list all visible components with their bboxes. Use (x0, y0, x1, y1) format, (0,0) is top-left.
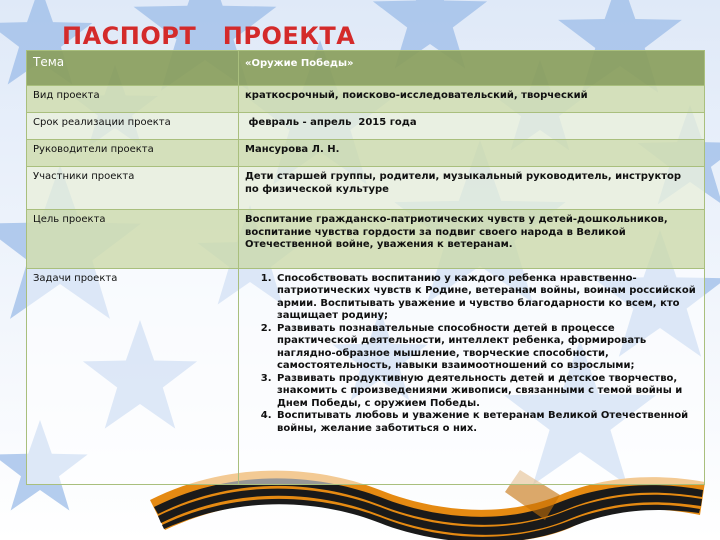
row-label-tasks: Задачи проекта (27, 268, 239, 484)
row-value-leaders: Мансурова Л. Н. (239, 140, 705, 167)
row-value-period: февраль - апрель 2015 года (239, 113, 705, 140)
row-label-leaders: Руководители проекта (27, 140, 239, 167)
project-passport-table (26, 50, 705, 485)
row-label-theme: Тема (27, 51, 239, 86)
list-item: 1. Способствовать воспитанию у каждого ребенка нравственно-патриотических чувств к Родине, ветеранам войны, воинам российской армии. Воспитывать уважение и чувство благодарности ко всем, кто защищает родину; (275, 273, 698, 323)
table-row (27, 113, 705, 140)
row-label-period: Срок реализации проекта (27, 113, 239, 140)
row-label-type: Вид проекта (27, 86, 239, 113)
row-value-goal: Воспитание гражданско-патриотических чувств у детей-дошкольников, воспитание чувства гордости за подвиг своего народа в Великой Отечественной войне, уважения к ветеранам. (239, 210, 705, 269)
table-row (27, 140, 705, 167)
list-item: 3. Развивать продуктивную деятельность детей и детское творчество, знакомить с произведениями живописи, связанными с темой войны и Днем Победы, с оружием Победы. (275, 373, 698, 411)
list-item: 2. Развивать познавательные способности детей в процессе практической деятельности, интеллект ребенка, формировать наглядно-образное мышление, творческие способности, самостоятельность, навыки взаимоотношений со взрослыми; (275, 323, 698, 373)
row-value-participants: Дети старшей группы, родители, музыкальный руководитель, инструктор по физической культуре (239, 167, 705, 210)
row-label-participants: Участники проекта (27, 167, 239, 210)
table-row (27, 268, 705, 484)
list-item: 4. Воспитывать любовь и уважение к ветеранам Великой Отечественной войны, желание заботиться о них. (275, 410, 698, 435)
table-row (27, 210, 705, 269)
table-row (27, 86, 705, 113)
table-row (27, 167, 705, 210)
row-value-type: краткосрочный, поисково-исследовательский, творческий (239, 86, 705, 113)
row-value-theme: «Оружие Победы» (239, 51, 705, 86)
table-row (27, 51, 705, 86)
tasks-list (245, 273, 698, 436)
row-value-tasks (239, 268, 705, 484)
row-label-goal: Цель проекта (27, 210, 239, 269)
page-title: ПАСПОРТ ПРОЕКТА (62, 22, 356, 50)
